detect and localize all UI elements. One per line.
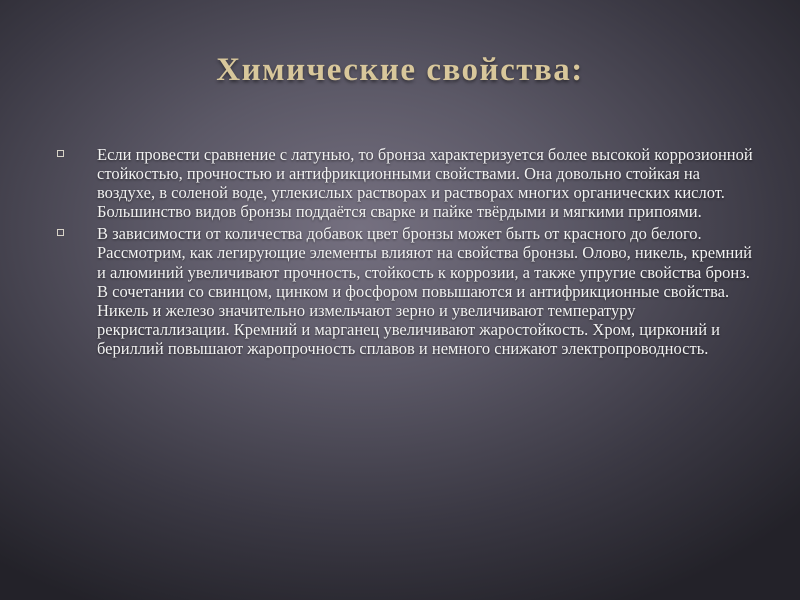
- bullet-text: В зависимости от количества добавок цвет бронзы может быть от красного до белого. Рассмотрим, как легирующие элементы влияют на свойства бронзы. Олово, никель, кремний и алюминий увеличивают прочность, стойкость к коррозии, а также упругие свойства бронз. В сочетании со свинцом, цинком и фосфором повышаются и антифрикционные свойства. Никель и железо значительно измельчают зерно и увеличивают температуру рекристаллизации. Кремний и марганец увеличивают жаростойкость. Хром, цирконий и бериллий повышают жаропрочность сплавов и немного снижают электропроводность.: [97, 224, 753, 358]
- square-bullet-icon: [57, 229, 64, 236]
- bullet-text: Если провести сравнение с латунью, то бронза характеризуется более высокой коррозионной стойкостью, прочностью и антифрикционными свойствами. Она довольно стойкая на воздухе, в соленой воде, углекислых растворах и растворах многих органических кислот. Большинство видов бронзы поддаётся сварке и пайке твёрдыми и мягкими припоями.: [97, 145, 753, 222]
- bullet-item: [55, 224, 755, 358]
- slide-content: [55, 145, 755, 361]
- slide-title: Химические свойства:: [216, 52, 584, 88]
- bullet-item: [55, 145, 755, 221]
- square-bullet-icon: [57, 150, 64, 157]
